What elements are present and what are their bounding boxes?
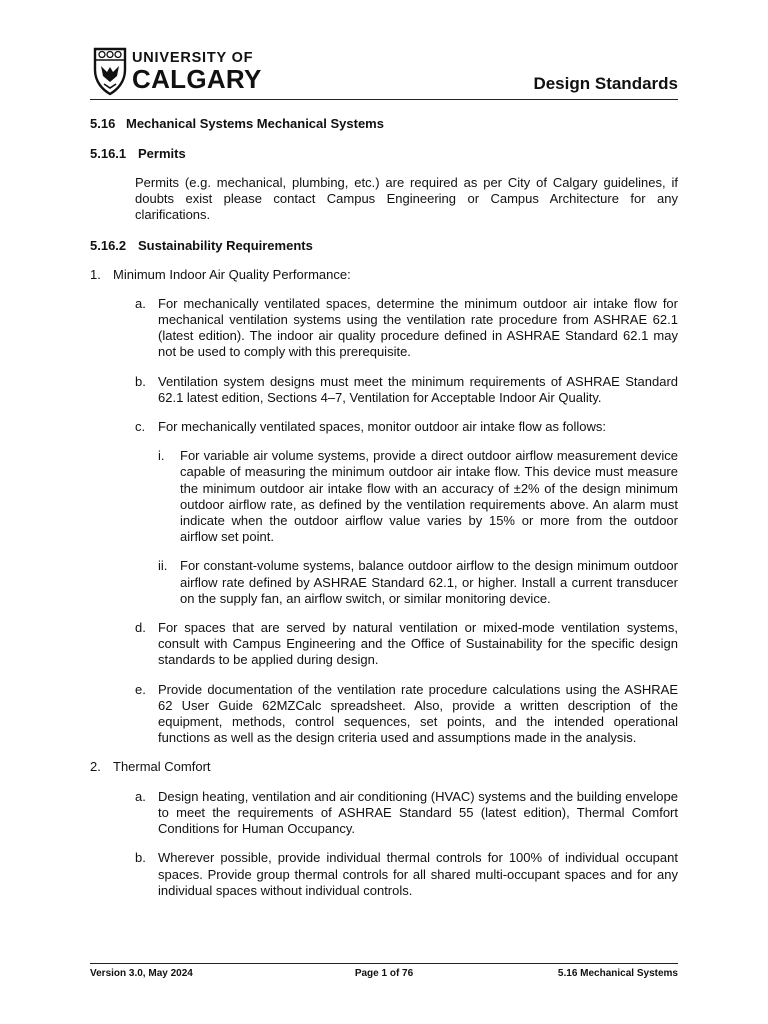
section-title: Mechanical Systems Mechanical Systems bbox=[126, 116, 384, 131]
university-logo bbox=[92, 46, 262, 96]
page-content bbox=[90, 116, 678, 912]
logo-line-university: UNIVERSITY OF bbox=[132, 50, 254, 66]
list-item-text: For spaces that are served by natural ventilation or mixed-mode ventilation systems, consult with Campus Engineering and the Office of Sustainability for the specific design standards to be applied during design. bbox=[158, 620, 678, 668]
list-item bbox=[135, 789, 678, 838]
list-marker: i. bbox=[158, 448, 165, 464]
permits-number: 5.16.1 bbox=[90, 146, 127, 161]
list-marker: b. bbox=[135, 850, 146, 866]
permits-heading bbox=[90, 146, 678, 161]
list-item-text: For mechanically ventilated spaces, monitor outdoor air intake flow as follows: bbox=[158, 419, 606, 435]
list-item-text: For constant-volume systems, balance outdoor airflow to the design minimum outdoor airflow rate defined by ASHRAE Standard 62.1, or higher. Install a current transducer on the supply fan, an airflow switch, or similar monitoring device. bbox=[180, 558, 678, 606]
list-item bbox=[135, 296, 678, 361]
list-marker: 1. bbox=[90, 266, 101, 282]
permits-title: Permits bbox=[138, 146, 186, 161]
list-marker: b. bbox=[135, 373, 146, 389]
list-item-text: Minimum Indoor Air Quality Performance: bbox=[113, 266, 351, 282]
list-marker: e. bbox=[135, 681, 146, 697]
list-item-text: Design heating, ventilation and air conditioning (HVAC) systems and the building envelope to meet the requirements of ASHRAE Standard 55 (latest edition), Thermal Comfort Conditions for Human Occupancy. bbox=[158, 788, 678, 837]
section-heading bbox=[90, 116, 678, 131]
list-marker: d. bbox=[135, 620, 146, 636]
list-item-text: For mechanically ventilated spaces, determine the minimum outdoor air intake flow for mechanical ventilation systems using the ventilation rate procedure from ASHRAE 62.1 (latest edition). The indoor air quality procedure defined in ASHRAE Standard 62.1 may not be used to comply with this prerequisite. bbox=[158, 295, 678, 360]
sustainability-title: Sustainability Requirements bbox=[138, 237, 313, 253]
footer-section: 5.16 Mechanical Systems bbox=[557, 968, 678, 979]
list-marker: a. bbox=[135, 295, 146, 311]
section-number: 5.16 bbox=[90, 116, 116, 131]
list-item-text: Provide documentation of the ventilation rate procedure calculations using the ASHRAE 62 User Guide 62MZCalc spreadsheet. Also, provide a written description of the equipment, methods, control sequences, set points, and the intended operational functions as well as the design criteria used and assumptions made in the analysis. bbox=[158, 681, 678, 746]
list-marker: a. bbox=[135, 788, 146, 804]
page-footer bbox=[90, 963, 678, 983]
list-item bbox=[158, 448, 678, 545]
list-item bbox=[135, 620, 678, 669]
list-item-text: Wherever possible, provide individual thermal controls for 100% of individual occupant spaces. Provide group thermal controls for all shared multi-occupant spaces and for any individual spaces without individual controls. bbox=[158, 850, 678, 898]
footer-version: Version 3.0, May 2024 bbox=[90, 968, 193, 979]
footer-page-number: Page 1 of 76 bbox=[354, 968, 414, 979]
sustainability-heading bbox=[90, 238, 678, 253]
list-item-text: For variable air volume systems, provide a direct outdoor airflow measurement device capable of measuring the minimum outdoor air intake flow. This device must measure the minimum outdoor air intake flow with an accuracy of ±2% of the design minimum outdoor airflow rate, as defined by the ventilation requirements above. An alarm must indicate when the outdoor airflow value varies by 15% or more from the outdoor airflow set point. bbox=[180, 448, 678, 545]
list-item bbox=[135, 374, 678, 406]
list-marker: 2. bbox=[90, 759, 101, 775]
list-item-text: Thermal Comfort bbox=[113, 759, 211, 775]
list-item bbox=[90, 267, 678, 283]
list-item bbox=[135, 682, 678, 747]
list-marker: ii. bbox=[158, 558, 168, 574]
logo-line-calgary: CALGARY bbox=[132, 64, 262, 94]
list-item-text: Ventilation system designs must meet the minimum requirements of ASHRAE Standard 62.1 latest edition, Sections 4–7, Ventilation for Acceptable Indoor Air Quality. bbox=[158, 373, 678, 405]
list-item bbox=[135, 850, 678, 899]
list-item bbox=[135, 419, 678, 435]
list-marker: c. bbox=[135, 419, 146, 435]
page-header bbox=[90, 44, 678, 100]
crest-icon bbox=[92, 46, 128, 96]
list-item bbox=[90, 759, 678, 775]
document-title: Design Standards bbox=[533, 74, 678, 93]
permits-paragraph: Permits (e.g. mechanical, plumbing, etc.) are required as per City of Calgary guidelines, if doubts exist please contact Campus Engineering or Campus Architecture for any clarifications. bbox=[135, 175, 678, 223]
sustainability-number: 5.16.2 bbox=[90, 237, 127, 253]
list-item bbox=[158, 558, 678, 607]
